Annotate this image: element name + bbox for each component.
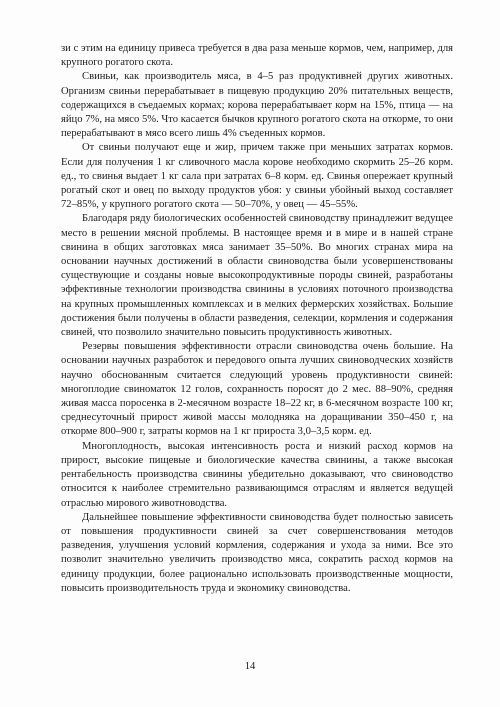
paragraph-fertility-and-growth: Многоплодность, высокая интенсивность роста и низкий расход кормов на прирост, высокие пищевые и биологические качества свинины, а также высокая рентабельность производства свинины убедительно доказывают, что свиноводство относится к наиболее стремительно развивающимся отраслям и является ведущей отраслью мирового животноводства. xyxy=(61,440,453,509)
page-number: 14 xyxy=(244,661,256,672)
paragraph-productivity-reserves: Резервы повышения эффективности отрасли свиноводства очень большие. На основании научных разработок и передового опыта лучших свиноводческих хозяйств научно обоснованным считается следующий уровень продуктивности свиней: многоплодие свиноматок 12 голов, сохранность поросят до 2 мес. 88–90%, средняя живая масса поросенка в 2-месячном возрасте 18–22 кг, в 6-месячном возрасте 100 кг, среднесуточный прирост живой массы молодняка на доращивании 350–450 г, на откорме 800–900 г, затраты кормов на 1 кг прироста 3,0–3,5 корм. ед. xyxy=(61,341,453,438)
paragraph-further-efficiency: Дальнейшее повышение эффективности свиноводства будет полностью зависеть от повышения продуктивности свиней за счет совершенствования методов разведения, улучшения условий кормления, содержания и ухода за ними. Все это позволит значительно увеличить производство мяса, сократить расход кормов на единицу продукции, более рационально использовать производственные мощности, повысить производительность труда и экономику свиноводства. xyxy=(61,511,453,594)
paragraph-continuation: зи с этим на единицу привеса требуется в два раза меньше кормов, чем, например, для крупного рогатого скота. xyxy=(61,43,453,69)
body-text xyxy=(61,42,453,596)
paragraph-fat-and-slaughter-yield: От свиньи получают еще и жир, причем также при меньших затратах кормов. Если для получения 1 кг сливочного масла корове необходимо скормить 25–26 корм. ед., то свинья выдает 1 кг сала при затратах 6–8 корм. ед. Свинья опережает крупный рогатый скот и овец по выходу продуктов убоя: у свиньи убойный выход составляет 72–85%, у крупного рогатого скота — 50–70%, у овец — 45–55%. xyxy=(61,142,453,211)
paragraph-leading-role: Благодаря ряду биологических особенностей свиноводству принадлежит ведущее место в решении мясной проблемы. В настоящее время и в мире и в нашей стране свинина в общих заготовках мяса занимает 35–50%. Во многих странах мира на основании научных достижений в области свиноводства были усовершенствованы существующие и созданы новые высокопродуктивные породы свиней, разработаны эффективные технологии производства свинины в условиях поточного производства на крупных промышленных комплексах и в мелких фермерских хозяйствах. Большие достижения были получены в области разведения, селекции, кормления и содержания свиней, что позволило значительно повысить продуктивность животных. xyxy=(61,213,453,339)
paragraph-pig-meat-efficiency: Свиньи, как производитель мяса, в 4–5 раз продуктивней других животных. Организм свиньи перерабатывает в пищевую продукцию 20% питательных веществ, содержащихся в съедаемых кормах; корова перерабатывает корм на 15%, птица — на яйцо 7%, на мясо 5%. Что касается бычков крупного рогатого скота на откорме, то они перерабатывают в мясо всего лишь 4% съеденных кормов. xyxy=(61,71,453,140)
